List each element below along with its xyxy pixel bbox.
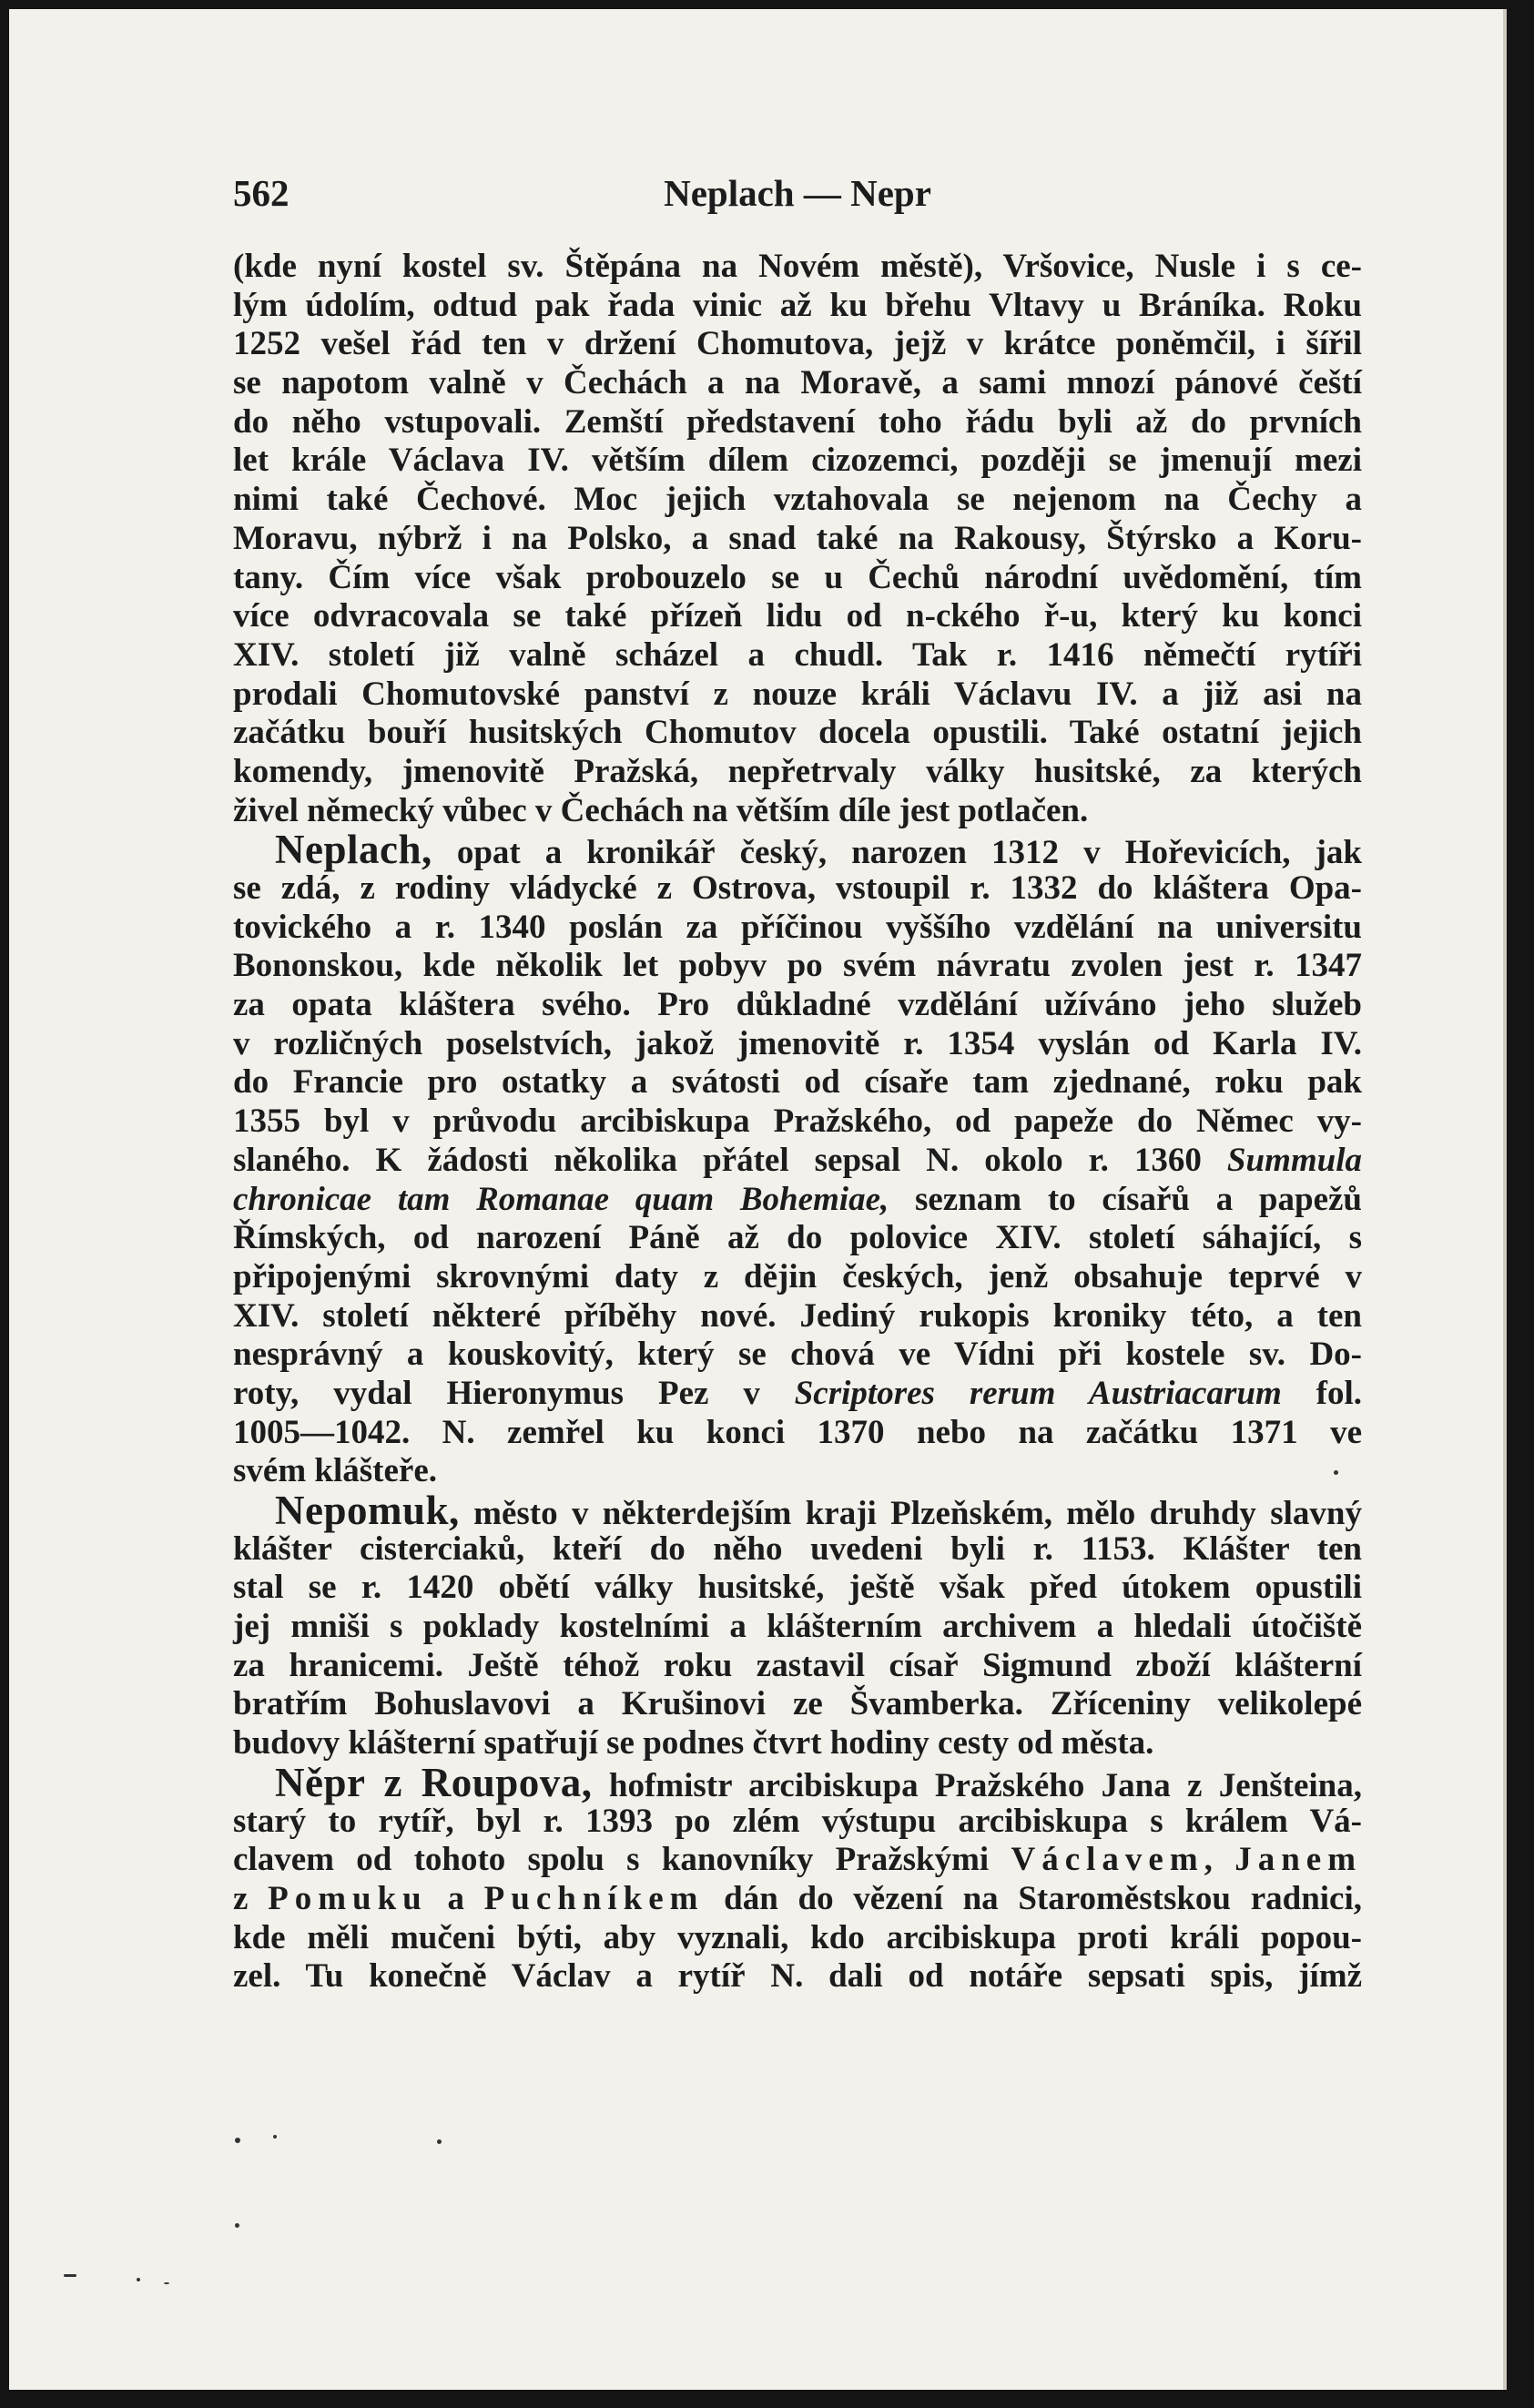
line-text: do něho vstupovali. Zemští představení toho řádu byli až do prvních	[233, 402, 1362, 441]
line-text: Bononskou, kde několik let pobyv po svém návratu zvolen jest r. 1347	[233, 947, 1362, 985]
line-text: se zdá, z rodiny vládycké z Ostrova, vstoupil r. 1332 do kláštera Opa-	[233, 869, 1362, 907]
text-line	[233, 442, 1362, 481]
text-line	[233, 636, 1362, 676]
text-line	[233, 1530, 1362, 1570]
body-text	[233, 248, 1362, 1997]
text-line	[233, 1375, 1362, 1414]
text-line	[233, 520, 1362, 559]
line-text: roty, vydal Hieronymus Pez v	[233, 1374, 795, 1412]
text-line	[233, 1142, 1362, 1181]
text-line	[233, 1258, 1362, 1297]
line-text: více odvracovala se také přízeň lidu od n-ckého ř-u, který ku konci	[233, 597, 1362, 635]
line-text: clavem od tohoto spolu s kanovníky Pražskými	[233, 1841, 1011, 1879]
line-text: ,	[1204, 1841, 1235, 1879]
text-line	[233, 753, 1362, 792]
line-text: připojenými skrovnými daty z dějin českých, jenž obsahuje teprvé v	[233, 1257, 1362, 1295]
page-header	[233, 171, 1362, 217]
text-line	[233, 676, 1362, 715]
text-line	[233, 1414, 1362, 1453]
page-number: 562	[233, 172, 290, 214]
text-line	[233, 792, 1362, 831]
text-line	[233, 1685, 1362, 1724]
line-text: lým údolím, odtud pak řada vinic až ku břehu Vltavy u Bráníka. Roku	[233, 286, 1362, 324]
entry-headword: Nepomuk,	[275, 1488, 460, 1533]
italic-title: Scriptores rerum Austriacarum	[794, 1374, 1282, 1412]
spaced-name: Janem	[1234, 1841, 1363, 1879]
running-head: Neplach — Nepr	[664, 172, 931, 214]
text-line	[233, 1063, 1362, 1102]
text-line	[233, 1724, 1362, 1763]
text-line	[233, 827, 1362, 873]
text-line	[233, 1025, 1362, 1064]
entry-headword: Něpr z Roupova,	[275, 1759, 593, 1805]
text-line	[233, 1181, 1362, 1220]
text-line	[233, 869, 1362, 909]
line-text: starý to rytíř, byl r. 1393 po zlém výstupu arcibiskupa s králem Vá-	[233, 1802, 1362, 1840]
text-line	[233, 287, 1362, 326]
text-line	[233, 714, 1362, 753]
line-text: seznam to císařů a papežů	[889, 1180, 1362, 1218]
line-text: 1005—1042. N. zemřel ku konci 1370 nebo na začátku 1371 ve	[233, 1413, 1362, 1451]
spaced-name: Václavem	[1011, 1841, 1204, 1879]
text-line	[233, 1297, 1362, 1336]
line-text: kde měli mučeni býti, aby vyznali, kdo arcibiskupa proti králi popou-	[233, 1918, 1362, 1956]
text-line	[233, 1647, 1362, 1686]
text-line	[233, 403, 1362, 442]
line-text: zel. Tu konečně Václav a rytíř N. dali od notáře sepsati spis, jímž	[233, 1957, 1362, 1996]
text-line	[233, 1803, 1362, 1842]
text-line	[233, 1219, 1362, 1258]
line-text: nimi také Čechové. Moc jejich vztahovala se nejenom na Čechy a	[233, 481, 1362, 519]
text-line	[233, 248, 1362, 287]
line-text: slaného. K žádosti několika přátel sepsal N. okolo r. 1360	[233, 1141, 1227, 1179]
line-text: stal se r. 1420 obětí války husitské, ještě však před útokem opustili	[233, 1569, 1362, 1607]
text-line	[233, 1452, 1362, 1491]
line-text: Moravu, nýbrž i na Polsko, a snad také na Rakousy, Štýrsko a Koru-	[233, 519, 1362, 557]
line-text: prodali Chomutovské panství z nouze králi Václavu IV. a již asi na	[233, 675, 1362, 713]
line-text: hofmistr arcibiskupa Pražského Jana z Jenšteina,	[592, 1766, 1363, 1804]
line-text: opat a kronikář český, narozen 1312 v Hořevicích, jak	[432, 834, 1362, 872]
line-text: let krále Václava IV. větším dílem cizozemci, později se jmenují mezi	[233, 442, 1362, 480]
italic-title: Summula	[1226, 1141, 1362, 1179]
line-text: za opata kláštera svého. Pro důkladné vzdělání užíváno jeho služeb	[233, 986, 1362, 1024]
line-text: 1252 vešel řád ten v držení Chomutova, jejž v krátce poněmčil, i šířil	[233, 325, 1362, 363]
line-text: začátku bouří husitských Chomutov docela opustili. Také ostatní jejich	[233, 714, 1362, 752]
text-line	[233, 597, 1362, 636]
text-line	[233, 481, 1362, 520]
line-text: se napotom valně v Čechách a na Moravě, a sami mnozí pánové čeští	[233, 364, 1362, 402]
text-line	[233, 1608, 1362, 1647]
text-line	[233, 364, 1362, 403]
line-text: za hranicemi. Ještě téhož roku zastavil císař Sigmund zboží klášterní	[233, 1646, 1362, 1684]
text-line	[233, 1919, 1362, 1958]
text-line	[233, 1841, 1362, 1880]
line-text: tovického a r. 1340 poslán za příčinou vyššího vzdělání na universitu	[233, 908, 1362, 946]
text-line	[233, 1759, 1363, 1805]
text-line	[233, 1880, 1362, 1919]
text-line	[233, 1569, 1362, 1608]
line-text: město v některdejším kraji Plzeňském, mělo druhdy slavný	[459, 1495, 1362, 1532]
line-text: dán do vězení na Staroměstskou radnici,	[704, 1879, 1362, 1917]
line-text: komendy, jmenovitě Pražská, nepřetrvaly války husitské, za kterých	[233, 752, 1362, 790]
entry-headword: Neplach,	[275, 827, 432, 873]
text-line	[233, 947, 1362, 986]
italic-title: chronicae tam Romanae quam Bohemiae,	[233, 1180, 889, 1218]
scanned-page	[9, 9, 1507, 2390]
text-line	[233, 1336, 1362, 1375]
line-text: z	[233, 1879, 269, 1917]
line-text: jej mniši s poklady kostelními a klášterním archivem a hledali útočiště	[233, 1608, 1362, 1646]
text-line	[233, 1957, 1362, 1997]
text-line	[233, 909, 1362, 948]
text-line	[233, 559, 1362, 598]
line-text: do Francie pro ostatky a svátosti od císaře tam zjednané, roku pak	[233, 1063, 1362, 1102]
line-text: klášter cisterciaků, kteří do něho uvedeni byli r. 1153. Klášter ten	[233, 1529, 1362, 1568]
line-text: (kde nyní kostel sv. Štěpána na Novém městě), Vršovice, Nusle i s ce-	[233, 248, 1362, 285]
line-text: 1355 byl v průvodu arcibiskupa Pražského, od papeže do Němec vy-	[233, 1102, 1362, 1141]
text-line	[233, 1102, 1362, 1142]
line-text: a	[427, 1879, 484, 1917]
line-text: Římských, od narození Páně až do polovice XIV. století sáhající, s	[233, 1219, 1362, 1257]
line-text: XIV. století již valně scházel a chudl. Tak r. 1416 němečtí rytíři	[233, 635, 1362, 674]
line-text: v rozličných poselstvích, jakož jmenovitě r. 1354 vyslán od Karla IV.	[233, 1024, 1362, 1062]
line-text: tany. Čím více však probouzelo se u Čechů národní uvědomění, tím	[233, 558, 1362, 596]
line-text: XIV. století některé příběhy nové. Jediný rukopis kroniky této, a ten	[233, 1296, 1362, 1335]
spaced-name: Pomuku	[268, 1879, 428, 1917]
line-text: bratřím Bohuslavovi a Krušinovi ze Švamberka. Zříceniny velikolepé	[233, 1685, 1362, 1723]
text-line	[233, 1488, 1362, 1533]
line-text: živel německý vůbec v Čechách na větším díle jest potlačen.	[233, 791, 1089, 829]
line-text: nesprávný a kouskovitý, který se chová ve Vídni při kostele sv. Do-	[233, 1336, 1362, 1374]
line-text: svém klášteře.	[233, 1452, 437, 1490]
line-text: budovy klášterní spatřují se podnes čtvrt hodiny cesty od města.	[233, 1724, 1154, 1763]
text-line	[233, 325, 1362, 364]
spaced-name: Puchníkem	[483, 1879, 705, 1917]
text-line	[233, 986, 1362, 1025]
line-text: fol.	[1281, 1374, 1362, 1412]
